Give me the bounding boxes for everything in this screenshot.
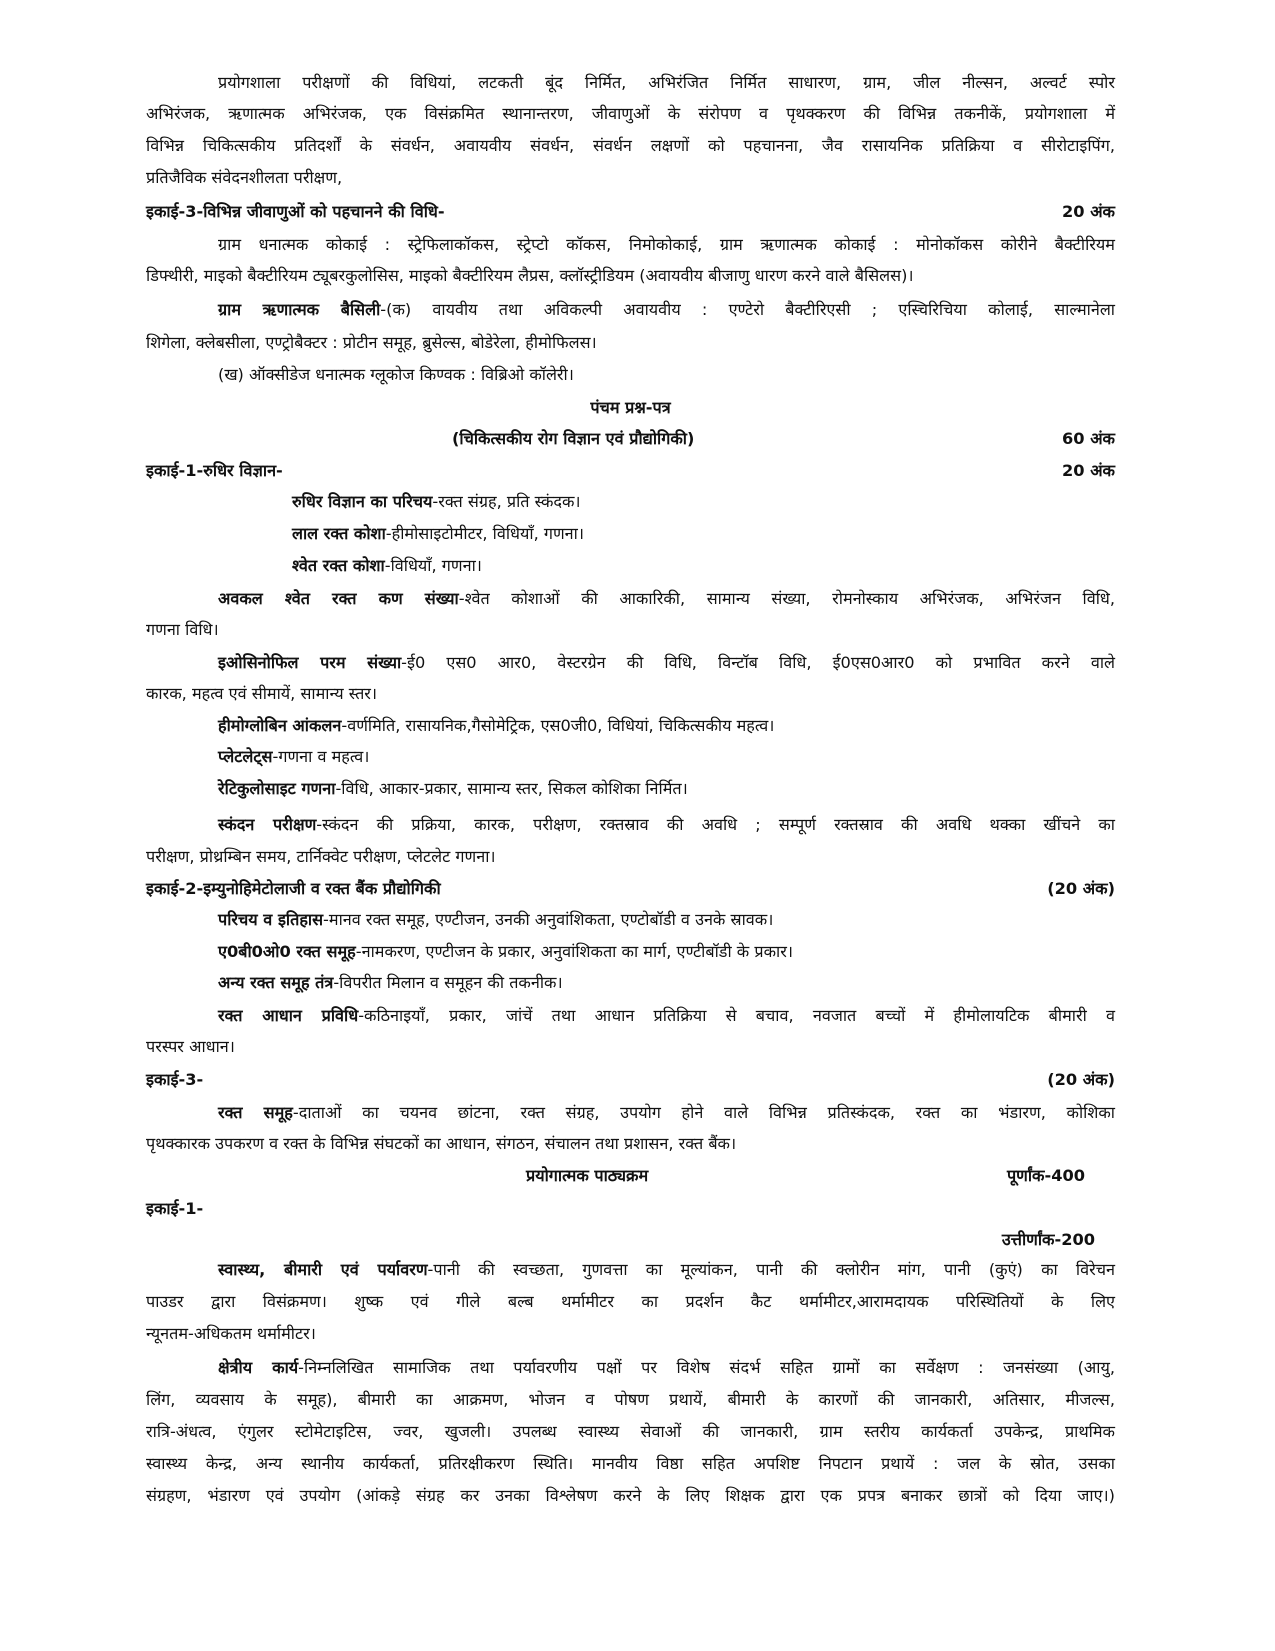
unit3-marks: 20 अंक [1062,202,1115,221]
hb-text: -वर्णमिति, रासायनिक,गैसोमेट्रिक, एस0जी0, विधियां, चिकित्सकीय महत्व। [341,716,775,735]
item-label: अन्य रक्त समूह तंत्र [218,973,334,992]
retic-text: -विधि, आकार-प्रकार, सामान्य स्तर, सिकल कोशिका निर्मित। [335,779,688,798]
platelets-text: -गणना व महत्व। [272,747,370,766]
transfusion-line-2: परस्पर आधान। [146,1037,235,1056]
u3-heading-row [146,1067,1115,1093]
practical-row [146,1163,1115,1189]
para-lab-methods-line-1: प्रयोगशाला परीक्षणों की विधियां, लटकती बूंद निर्मित, अभिरंजित निर्मित साधारण, ग्राम, जील नील्सन, अल्वर्ट स्पोर [218,73,1115,92]
health-line-1 [218,1257,1115,1283]
practical-unit: इकाई-1- [146,1199,204,1218]
bloodgroup-line-1 [218,1100,1115,1126]
item-label: रुधिर विज्ञान का परिचय [292,492,433,511]
item-label: लाल रक्त कोशा [292,524,386,543]
practical-pass-row [146,1227,1115,1253]
u3-heading: इकाई-3- [146,1070,204,1089]
para-gram-positive-line-2: डिफ्थीरी, माइको बैक्टीरियम ट्यूबरकुलोसिस, माइको बैक्टीरियम लैप्रस, क्लॉस्ट्रीडियम (अवायवीय बीजाणु धारण करने वाले बैसिलस)। [146,266,914,285]
u2-heading: इकाई-2-इम्युनोहिमेटोलाजी व रक्त बैंक प्रौद्योगिकी [146,879,441,898]
para-gram-negative-line-1 [218,297,1115,323]
practical-title: प्रयोगात्मक पाठ्यक्रम [526,1166,649,1185]
unit3-heading [146,199,1115,225]
health-line-2: पाउडर द्वारा विसंक्रमण। शुष्क एवं गीले बल्ब थर्मामीटर का प्रदर्शन कैट थर्मामीटर,आरामदायक परिस्थितियों के लिए [146,1292,1115,1311]
dlc-line-1 [218,586,1115,612]
item-label: परिचय व इतिहास [218,910,324,929]
para-gram-positive-line-1: ग्राम धनात्मक कोकाई : स्ट्रेफिलाकॉकस, स्ट्रेप्टो कॉकस, निमोकोकाई, ग्राम ऋणात्मक कोकाई : मोनोकॉकस कोरीने बैक्टीरियम [218,235,1115,254]
retic-line [218,776,1115,802]
u2-heading-row [146,876,1115,902]
bloodgroup-text: -दाताओं का चयनव छांटना, रक्त संग्रह, उपयोग होने वाले विभिन्न प्रतिस्कंदक, रक्त का भंडारण, कोशिका [292,1103,1115,1122]
transfusion-label: रक्त आधान प्रविधि [218,1006,359,1025]
u2-item-other [218,970,1115,996]
u1-heading-row [146,458,1115,484]
platelets-line [218,744,1115,770]
item-text: -हीमोसाइटोमीटर, विधियाँ, गणना। [385,524,584,543]
eos-label: इओसिनोफिल परम संख्या [218,653,402,672]
field-text: -निम्नलिखित सामाजिक तथा पर्यावरणीय पक्षों पर विशेष संदर्भ सहित ग्रामों का सर्वेक्षण : जनसंख्या (आयु, [298,1358,1115,1377]
u2-item-history [218,907,1115,933]
field-line-2: लिंग, व्यवसाय के समूह), बीमारी का आक्रमण, भोजन व पोषण प्रथायें, बीमारी के कारणों की जानकारी, अतिसार, मीजल्स, [146,1390,1115,1409]
item-text: -विपरीत मिलान व समूहन की तकनीक। [333,973,563,992]
field-line-5: संग्रहण, भंडारण एवं उपयोग (आंकड़े संग्रह कर उनका विश्लेषण करने के लिए शिक्षक द्वारा एक प्रपत्र बनाकर छात्रों को दिया जाए।) [146,1486,1115,1505]
u1-item-intro [292,489,1115,515]
u2-marks: (20 अंक) [1047,879,1115,898]
coag-label: स्कंदन परीक्षण [218,815,317,834]
para-lab-methods-line-2: अभिरंजक, ऋणात्मक अभिरंजक, एक विसंक्रमित स्थानान्तरण, जीवाणुओं के संरोपण व पृथक्करण की विभिन्न तकनीकें, प्रयोगशाला में [146,104,1115,123]
para-lab-methods-line-4: प्रतिजैविक संवेदनशीलता परीक्षण, [146,168,343,187]
gram-negative-label: ग्राम ऋणात्मक बैसिली [218,300,381,319]
hb-label: हीमोग्लोबिन आंकलन [218,716,342,735]
paper5-marks: 60 अंक [1062,429,1115,448]
practical-pass-marks: उत्तीर्णांक-200 [1001,1230,1095,1249]
field-label: क्षेत्रीय कार्य [218,1358,299,1377]
item-text: -नामकरण, एण्टीजन के प्रकार, अनुवांशिकता का मार्ग, एण्टीबॉडी के प्रकार। [355,942,793,961]
para-oxidase: (ख) ऑक्सीडेज धनात्मक ग्लूकोज किण्वक : विब्रिओ कॉलेरी। [218,365,574,384]
gram-negative-text: -(क) वायवीय तथा अविकल्पी अवायवीय : एण्टेरो बैक्टीरिएसी ; एस्चिरिचिया कोलाई, साल्मानेला [380,300,1115,319]
item-label: ए0बी0ओ0 रक्त समूह [218,942,356,961]
u1-marks: 20 अंक [1062,461,1115,480]
bloodgroup-line-2: पृथक्कारक उपकरण व रक्त के विभिन्न संघटकों का आधान, संगठन, संचालन तथा प्रशासन, रक्त बैंक। [146,1134,737,1153]
paper5-subtitle: (चिकित्सकीय रोग विज्ञान एवं प्रौद्योगिकी) [452,429,695,448]
bloodgroup-label: रक्त समूह [218,1103,293,1122]
item-label: श्वेत रक्त कोशा [292,556,385,575]
practical-max-marks: पूर्णांक-400 [1006,1166,1085,1185]
dlc-text: -श्वेत कोशाओं की आकारिकी, सामान्य संख्या, रोमनोस्काय अभिरंजक, अभिरंजन विधि, [458,589,1115,608]
u2-item-abo [218,939,1115,965]
hb-line [218,713,1115,739]
u1-heading: इकाई-1-रुधिर विज्ञान- [146,461,283,480]
coag-line-1 [218,812,1115,838]
paper5-subtitle-row [146,426,1115,452]
field-line-4: स्वास्थ्य केन्द्र, अन्य स्थानीय कार्यकर्ता, प्रतिरक्षीकरण स्थिति। मानवीय विष्ठा सहित अपशिष्ट निपटान प्रथायें : जल के स्रोत, उसका [146,1454,1115,1473]
u1-item-rbc [292,521,1115,547]
eos-line-1 [218,650,1115,676]
eos-text: -ई0 एस0 आर0, वेस्टरग्रेन की विधि, विन्टॉब विधि, ई0एस0आर0 को प्रभावित करने वाले [401,653,1115,672]
health-line-3: न्यूनतम-अधिकतम थर्मामीटर। [146,1324,316,1343]
item-text: -रक्त संग्रह, प्रति स्कंदक। [432,492,581,511]
eos-line-2: कारक, महत्व एवं सीमायें, सामान्य स्तर। [146,684,378,703]
dlc-line-2: गणना विधि। [146,620,219,639]
u1-item-wbc [292,553,1115,579]
para-lab-methods-line-3: विभिन्न चिकित्सकीय प्रतिदर्शों के संवर्धन, अवायवीय संवर्धन, संवर्धन लक्षणों को पहचानना, जैव रासायनिक प्रतिक्रिया व सीरोटाइपिंग, [146,136,1115,155]
paper5-title: पंचम प्रश्न-पत्र [590,398,671,417]
coag-line-2: परीक्षण, प्रोथ्रम्बिन समय, टार्निक्वेट परीक्षण, प्लेटलेट गणना। [146,847,496,866]
u3-marks: (20 अंक) [1047,1070,1115,1089]
platelets-label: प्लेटलेट्स [218,747,273,766]
dlc-label: अवकल श्वेत रक्त कण संख्या [218,589,459,608]
item-text: -मानव रक्त समूह, एण्टीजन, उनकी अनुवांशिकता, एण्टोबॉडी व उनके स्रावक। [323,910,774,929]
transfusion-text: -कठिनाइयाँ, प्रकार, जांचें तथा आधान प्रतिक्रिया से बचाव, नवजात बच्चों में हीमोलायटिक बीमारी व [358,1006,1115,1025]
transfusion-line-1 [218,1003,1115,1029]
unit3-heading-text: इकाई-3-विभिन्न जीवाणुओं को पहचानने की विधि- [146,202,445,221]
retic-label: रेटिकुलोसाइट गणना [218,779,336,798]
health-label: स्वास्थ्य, बीमारी एवं पर्यावरण [218,1260,428,1279]
field-line-1 [218,1355,1115,1381]
coag-text: -स्कंदन की प्रक्रिया, कारक, परीक्षण, रक्तस्राव की अवधि ; सम्पूर्ण रक्तस्राव की अवधि थक्का खींचने का [316,815,1116,834]
para-gram-negative-line-2: शिगेला, क्लेबसीला, एण्ट्रोबैक्टर : प्रोटीन समूह, ब्रुसेल्स, बोडेरेला, हीमोफिलस। [146,333,597,352]
item-text: -विधियाँ, गणना। [384,556,482,575]
field-line-3: रात्रि-अंधत्व, एंगुलर स्टोमेटाइटिस, ज्वर, खुजली। उपलब्ध स्वास्थ्य सेवाओं की जानकारी, ग्राम स्तरीय कार्यकर्ता उपकेन्द्र, प्राथमिक [146,1422,1115,1441]
health-text: -पानी की स्वच्छता, गुणवत्ता का मूल्यांकन, पानी की क्लोरीन मांग, पानी (कुएं) का विरेचन [427,1260,1115,1279]
